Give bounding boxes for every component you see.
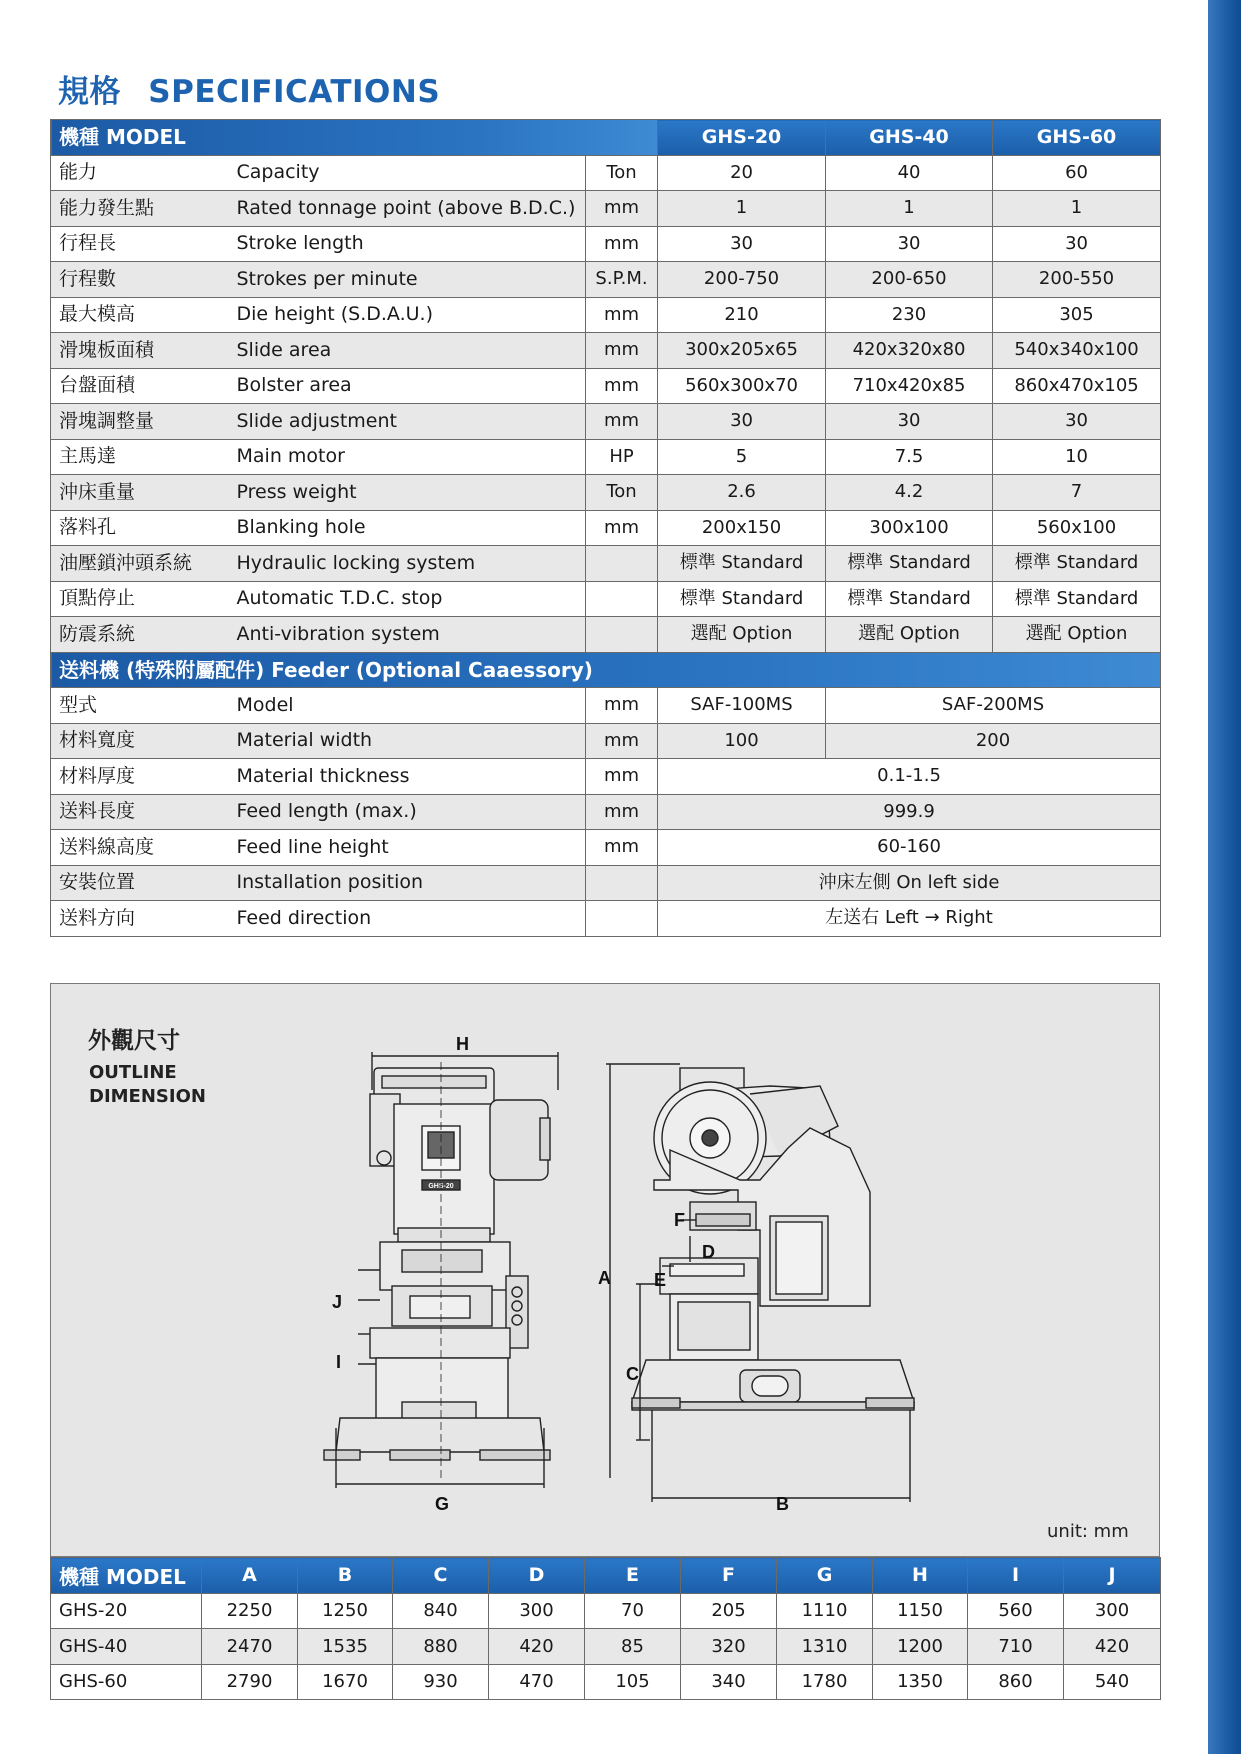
model-header-ghs-20: GHS-20 (658, 120, 826, 156)
spec-value: 7 (993, 475, 1161, 511)
spec-value: 30 (826, 226, 993, 262)
spec-value: 40 (826, 155, 993, 191)
spec-value: 200x150 (658, 510, 826, 546)
spec-value: 標準 Standard (993, 581, 1161, 617)
feeder-row (51, 723, 1161, 759)
feeder-row (51, 688, 1161, 724)
feeder-label-zh: 安裝位置 (51, 865, 229, 901)
spec-label-zh: 頂點停止 (51, 581, 229, 617)
spec-row (51, 546, 1161, 582)
spec-value: 7.5 (826, 439, 993, 475)
spec-header-row (51, 120, 1161, 156)
dimension-value: 880 (393, 1629, 489, 1665)
spec-label-en: Slide area (229, 333, 586, 369)
spec-label-en: Strokes per minute (229, 262, 586, 298)
spec-row (51, 368, 1161, 404)
feeder-unit: mm (586, 688, 658, 724)
dimension-value: 860 (968, 1664, 1064, 1700)
dimension-value: 710 (968, 1629, 1064, 1665)
spec-value: 10 (993, 439, 1161, 475)
spec-value: 1 (993, 191, 1161, 227)
spec-label-zh: 行程長 (51, 226, 229, 262)
feeder-unit: mm (586, 759, 658, 795)
spec-unit: mm (586, 404, 658, 440)
feeder-label-zh: 送料線高度 (51, 830, 229, 866)
spec-row (51, 510, 1161, 546)
dimension-model-name: GHS-20 (51, 1593, 202, 1629)
feeder-value: 60-160 (658, 830, 1161, 866)
spec-unit: mm (586, 226, 658, 262)
spec-label-en: Stroke length (229, 226, 586, 262)
feeder-label-zh: 材料厚度 (51, 759, 229, 795)
spec-value: 540x340x100 (993, 333, 1161, 369)
spec-value: 選配 Option (993, 617, 1161, 653)
spec-value: 30 (993, 404, 1161, 440)
spec-value: 標準 Standard (658, 581, 826, 617)
unit-note: unit: mm (1047, 1521, 1129, 1542)
spec-label-en: Press weight (229, 475, 586, 511)
spec-label-en: Rated tonnage point (above B.D.C.) (229, 191, 586, 227)
dimension-value: 70 (585, 1593, 681, 1629)
feeder-unit: mm (586, 794, 658, 830)
spec-label-en: Blanking hole (229, 510, 586, 546)
feeder-unit: mm (586, 830, 658, 866)
spec-value: 60 (993, 155, 1161, 191)
spec-label-en: Slide adjustment (229, 404, 586, 440)
spec-label-en: Automatic T.D.C. stop (229, 581, 586, 617)
dimension-value: 105 (585, 1664, 681, 1700)
spec-value: 200-650 (826, 262, 993, 298)
spec-label-zh: 行程數 (51, 262, 229, 298)
dimension-value: 1670 (298, 1664, 393, 1700)
spec-label-zh: 主馬達 (51, 439, 229, 475)
dimension-value: 85 (585, 1629, 681, 1665)
feeder-row (51, 759, 1161, 795)
spec-value: 200-550 (993, 262, 1161, 298)
dimension-col-i: I (968, 1558, 1064, 1594)
page-title (58, 66, 440, 111)
spec-label-zh: 滑塊板面積 (51, 333, 229, 369)
feeder-value: 0.1-1.5 (658, 759, 1161, 795)
feeder-value: 沖床左側 On left side (658, 865, 1161, 901)
spec-unit: Ton (586, 475, 658, 511)
spec-value: 420x320x80 (826, 333, 993, 369)
spec-row (51, 581, 1161, 617)
dimension-value: 470 (489, 1664, 585, 1700)
spec-row (51, 617, 1161, 653)
feeder-header-title: 送料機 (特殊附屬配件) Feeder (Optional Caaessory) (51, 652, 1161, 688)
dimension-value: 930 (393, 1664, 489, 1700)
spec-row (51, 475, 1161, 511)
label-j: J (332, 1292, 343, 1312)
dimension-value: 340 (681, 1664, 777, 1700)
feeder-label-en: Feed length (max.) (229, 794, 586, 830)
spec-label-en: Main motor (229, 439, 586, 475)
dimension-col-a: A (202, 1558, 298, 1594)
label-h: H (456, 1034, 469, 1054)
spec-unit: S.P.M. (586, 262, 658, 298)
dimension-col-c: C (393, 1558, 489, 1594)
dimension-value: 2470 (202, 1629, 298, 1665)
feeder-label-en: Installation position (229, 865, 586, 901)
spec-unit (586, 546, 658, 582)
label-f: F (674, 1210, 685, 1230)
feeder-value: SAF-200MS (826, 688, 1161, 724)
spec-unit (586, 581, 658, 617)
spec-label-zh: 滑塊調整量 (51, 404, 229, 440)
spec-label-zh: 最大模高 (51, 297, 229, 333)
feeder-label-zh: 材料寬度 (51, 723, 229, 759)
spec-row (51, 155, 1161, 191)
feeder-label-en: Feed line height (229, 830, 586, 866)
spec-value: 5 (658, 439, 826, 475)
dimension-value: 540 (1064, 1664, 1161, 1700)
dimension-value: 840 (393, 1593, 489, 1629)
spec-value: 560x300x70 (658, 368, 826, 404)
feeder-label-en: Model (229, 688, 586, 724)
feeder-label-zh: 送料長度 (51, 794, 229, 830)
model-header-ghs-40: GHS-40 (826, 120, 993, 156)
spec-label-zh: 能力 (51, 155, 229, 191)
spec-value: 860x470x105 (993, 368, 1161, 404)
feeder-row (51, 794, 1161, 830)
dimension-value: 560 (968, 1593, 1064, 1629)
dimension-value: 1780 (777, 1664, 873, 1700)
dimension-value: 300 (489, 1593, 585, 1629)
dimension-col-f: F (681, 1558, 777, 1594)
spec-value: 標準 Standard (826, 546, 993, 582)
dimension-value: 1150 (873, 1593, 968, 1629)
spec-value: 標準 Standard (658, 546, 826, 582)
dimension-value: 1310 (777, 1629, 873, 1665)
specifications-table (50, 119, 1161, 937)
dimension-value: 1350 (873, 1664, 968, 1700)
spec-row (51, 404, 1161, 440)
spec-row (51, 191, 1161, 227)
feeder-value: 200 (826, 723, 1161, 759)
spec-unit (586, 617, 658, 653)
dimension-table (50, 1557, 1161, 1700)
spec-value: 30 (658, 226, 826, 262)
feeder-label-en: Feed direction (229, 901, 586, 937)
spec-value: 選配 Option (826, 617, 993, 653)
spec-value: 20 (658, 155, 826, 191)
spec-row (51, 297, 1161, 333)
spec-label-zh: 沖床重量 (51, 475, 229, 511)
feeder-row (51, 901, 1161, 937)
dimension-row (51, 1629, 1161, 1665)
spec-unit: mm (586, 297, 658, 333)
spec-label-zh: 能力發生點 (51, 191, 229, 227)
label-c: C (626, 1364, 639, 1384)
spec-label-zh: 油壓鎖沖頭系統 (51, 546, 229, 582)
spec-value: 200-750 (658, 262, 826, 298)
front-view-drawing (324, 1052, 558, 1488)
spec-value: 230 (826, 297, 993, 333)
feeder-label-zh: 送料方向 (51, 901, 229, 937)
dimension-col-j: J (1064, 1558, 1161, 1594)
model-header-ghs-60: GHS-60 (993, 120, 1161, 156)
spec-label-zh: 防震系統 (51, 617, 229, 653)
dimension-col-h: H (873, 1558, 968, 1594)
spec-value: 560x100 (993, 510, 1161, 546)
spec-row (51, 226, 1161, 262)
feeder-label-zh: 型式 (51, 688, 229, 724)
label-a: A (598, 1268, 611, 1288)
dimension-row (51, 1593, 1161, 1629)
dimension-model-name: GHS-40 (51, 1629, 202, 1665)
spec-value: 4.2 (826, 475, 993, 511)
dimension-value: 2790 (202, 1664, 298, 1700)
dimension-value: 1250 (298, 1593, 393, 1629)
dimension-col-e: E (585, 1558, 681, 1594)
dimension-row (51, 1664, 1161, 1700)
spec-label-en: Die height (S.D.A.U.) (229, 297, 586, 333)
label-b: B (776, 1494, 789, 1510)
spec-label-en: Hydraulic locking system (229, 546, 586, 582)
spec-label-zh: 台盤面積 (51, 368, 229, 404)
dimension-value: 420 (489, 1629, 585, 1665)
model-badge-text: GHS-20 (428, 1183, 454, 1190)
dimension-col-b: B (298, 1558, 393, 1594)
feeder-row (51, 830, 1161, 866)
label-d: D (702, 1242, 715, 1262)
outline-title-en: OUTLINE DIMENSION (89, 1062, 206, 1107)
feeder-value: 左送右 Left → Right (658, 901, 1161, 937)
feeder-label-en: Material width (229, 723, 586, 759)
dimension-value: 420 (1064, 1629, 1161, 1665)
spec-value: 210 (658, 297, 826, 333)
spec-label-zh: 落料孔 (51, 510, 229, 546)
dimension-value: 300 (1064, 1593, 1161, 1629)
spec-value: 標準 Standard (826, 581, 993, 617)
spec-unit: mm (586, 333, 658, 369)
spec-value: 30 (993, 226, 1161, 262)
feeder-unit (586, 901, 658, 937)
feeder-row (51, 865, 1161, 901)
spec-unit: Ton (586, 155, 658, 191)
dimension-value: 2250 (202, 1593, 298, 1629)
spec-value: 305 (993, 297, 1161, 333)
spec-row (51, 439, 1161, 475)
dimension-value: 205 (681, 1593, 777, 1629)
spec-row (51, 262, 1161, 298)
dimension-value: 320 (681, 1629, 777, 1665)
spec-unit: HP (586, 439, 658, 475)
dimension-value: 1110 (777, 1593, 873, 1629)
feeder-value: 100 (658, 723, 826, 759)
page-title-zh: 規格 (58, 74, 121, 110)
dimension-value: 1535 (298, 1629, 393, 1665)
feeder-header-row (51, 652, 1161, 688)
label-g: G (435, 1494, 450, 1510)
spec-value: 300x205x65 (658, 333, 826, 369)
label-e: E (654, 1270, 667, 1290)
dimension-col-g: G (777, 1558, 873, 1594)
spec-value: 710x420x85 (826, 368, 993, 404)
dimension-col-d: D (489, 1558, 585, 1594)
spec-value: 30 (658, 404, 826, 440)
spec-value: 1 (826, 191, 993, 227)
spec-unit: mm (586, 191, 658, 227)
spec-value: 300x100 (826, 510, 993, 546)
side-accent-bar (1208, 0, 1241, 1754)
spec-label-en: Bolster area (229, 368, 586, 404)
spec-unit: mm (586, 368, 658, 404)
side-view-drawing (606, 1064, 914, 1502)
feeder-value: SAF-100MS (658, 688, 826, 724)
page-title-en: SPECIFICATIONS (148, 74, 441, 110)
feeder-unit: mm (586, 723, 658, 759)
spec-value: 30 (826, 404, 993, 440)
spec-row (51, 333, 1161, 369)
outline-title-zh: 外觀尺寸 (88, 1028, 180, 1054)
feeder-unit (586, 865, 658, 901)
label-i: I (336, 1352, 342, 1372)
spec-value: 1 (658, 191, 826, 227)
spec-header-title: 機種 MODEL (51, 120, 658, 156)
spec-value: 2.6 (658, 475, 826, 511)
feeder-value: 999.9 (658, 794, 1161, 830)
spec-label-en: Anti-vibration system (229, 617, 586, 653)
press-outline-drawing (310, 1030, 930, 1510)
spec-label-en: Capacity (229, 155, 586, 191)
spec-value: 標準 Standard (993, 546, 1161, 582)
dimension-model-name: GHS-60 (51, 1664, 202, 1700)
dimension-header-row (51, 1558, 1161, 1594)
feeder-label-en: Material thickness (229, 759, 586, 795)
dimension-value: 1200 (873, 1629, 968, 1665)
spec-unit: mm (586, 510, 658, 546)
spec-value: 選配 Option (658, 617, 826, 653)
dimension-header-title: 機種 MODEL (51, 1558, 202, 1594)
